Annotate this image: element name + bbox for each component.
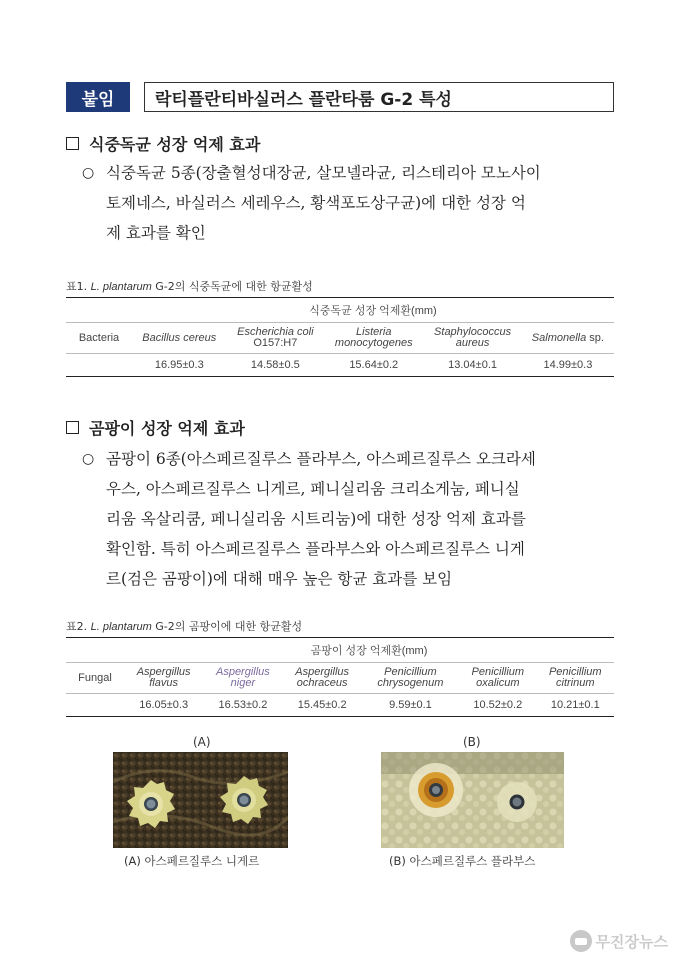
photo-a-label: (A) xyxy=(193,735,211,749)
column-header: Escherichia coli O157:H7 xyxy=(227,323,325,354)
section-heading-text: 곰팡이 성장 억제 효과 xyxy=(89,419,245,438)
caption-species: L. plantarum xyxy=(90,621,152,633)
petri-dish-image xyxy=(113,752,288,848)
table2-caption xyxy=(66,618,302,634)
section-heading-fungi xyxy=(66,416,245,439)
row-label: Bacteria xyxy=(66,323,132,354)
column-header: Staphylococcus aureus xyxy=(423,323,521,354)
table-cell: 16.95±0.3 xyxy=(132,354,227,377)
column-header: Bacillus cereus xyxy=(132,323,227,354)
column-header: Salmonella sp. xyxy=(522,323,614,354)
column-header: Penicillium oxalicum xyxy=(459,663,536,694)
paragraph-line: 우스, 아스페르질루스 니게르, 페니실리움 크리소게눔, 페니실 xyxy=(106,480,520,498)
paragraph-line: 토제네스, 바실러스 세레우스, 황색포도상구균)에 대한 성장 억 xyxy=(106,194,526,212)
caption-prefix: 표1. xyxy=(66,280,91,293)
document-title: 락티플란티바실러스 플란타룸 G-2 특성 xyxy=(144,82,614,112)
section-heading-pathogens xyxy=(66,132,260,155)
watermark-logo-icon xyxy=(570,930,592,952)
column-header: Listeria monocytogenes xyxy=(324,323,423,354)
caption-suffix: G-2의 곰팡이에 대한 항균활성 xyxy=(151,620,303,633)
column-header: Penicillium citrinum xyxy=(537,663,614,694)
section2-paragraph xyxy=(82,444,622,594)
photo-aspergillus-flavus-plate xyxy=(381,752,564,848)
table-pathogen-inhibition xyxy=(66,297,614,377)
table-cell: 15.45±0.2 xyxy=(283,694,362,717)
caption-prefix: 표2. xyxy=(66,620,91,633)
watermark-text: 무진장뉴스 xyxy=(595,932,668,951)
petri-dish-image xyxy=(381,752,564,848)
page-header xyxy=(66,82,614,112)
group-header: 곰팡이 성장 억제환(mm) xyxy=(124,638,614,663)
table-fungal-inhibition xyxy=(66,637,614,717)
table-cell: 15.64±0.2 xyxy=(324,354,423,377)
paragraph-line: 리움 옥살리쿰, 페니실리움 시트리눔)에 대한 성장 억제 효과를 xyxy=(106,510,526,528)
circle-bullet-icon: ○ xyxy=(82,451,95,467)
table-cell: 10.52±0.2 xyxy=(459,694,536,717)
caption-species: L. plantarum xyxy=(90,281,152,293)
checkbox-square-icon xyxy=(66,421,79,434)
photo-a-caption: (A) 아스페르질루스 니게르 xyxy=(124,854,260,868)
table-cell: 16.53±0.2 xyxy=(203,694,282,717)
table-cell: 9.59±0.1 xyxy=(362,694,459,717)
section-heading-text: 식중독균 성장 억제 효과 xyxy=(89,135,261,154)
circle-bullet-icon: ○ xyxy=(82,165,95,181)
column-header: Aspergillus flavus xyxy=(124,663,203,694)
table-cell: 14.58±0.5 xyxy=(227,354,325,377)
attachment-badge: 붙임 xyxy=(66,82,130,112)
paragraph-line: 르(검은 곰팡이)에 대해 매우 높은 항균 효과를 보임 xyxy=(106,570,453,588)
section1-paragraph xyxy=(82,158,622,248)
table-cell: 10.21±0.1 xyxy=(537,694,614,717)
paragraph-line: 확인함. 특히 아스페르질루스 플라부스와 아스페르질루스 니게 xyxy=(106,540,525,558)
photo-b-label: (B) xyxy=(463,735,481,749)
photo-b-caption: (B) 아스페르질루스 플라부스 xyxy=(389,854,536,868)
table-cell: 16.05±0.3 xyxy=(124,694,203,717)
paragraph-line: 식중독균 5종(장출혈성대장균, 살모넬라균, 리스테리아 모노사이 xyxy=(106,164,541,182)
photo-aspergillus-niger-plate xyxy=(113,752,288,848)
paragraph-line: 제 효과를 확인 xyxy=(106,224,206,242)
paragraph-line: 곰팡이 6종(아스페르질루스 플라부스, 아스페르질루스 오크라세 xyxy=(106,450,536,468)
table1-caption xyxy=(66,278,313,294)
news-watermark xyxy=(570,930,668,952)
row-label: Fungal xyxy=(66,663,124,694)
table-cell: 13.04±0.1 xyxy=(423,354,521,377)
checkbox-square-icon xyxy=(66,137,79,150)
caption-suffix: G-2의 식중독균에 대한 항균활성 xyxy=(151,280,313,293)
column-header: Aspergillus niger xyxy=(203,663,282,694)
column-header: Aspergillus ochraceus xyxy=(283,663,362,694)
group-header: 식중독균 성장 억제환(mm) xyxy=(132,298,614,323)
column-header: Penicillium chrysogenum xyxy=(362,663,459,694)
table-cell: 14.99±0.3 xyxy=(522,354,614,377)
